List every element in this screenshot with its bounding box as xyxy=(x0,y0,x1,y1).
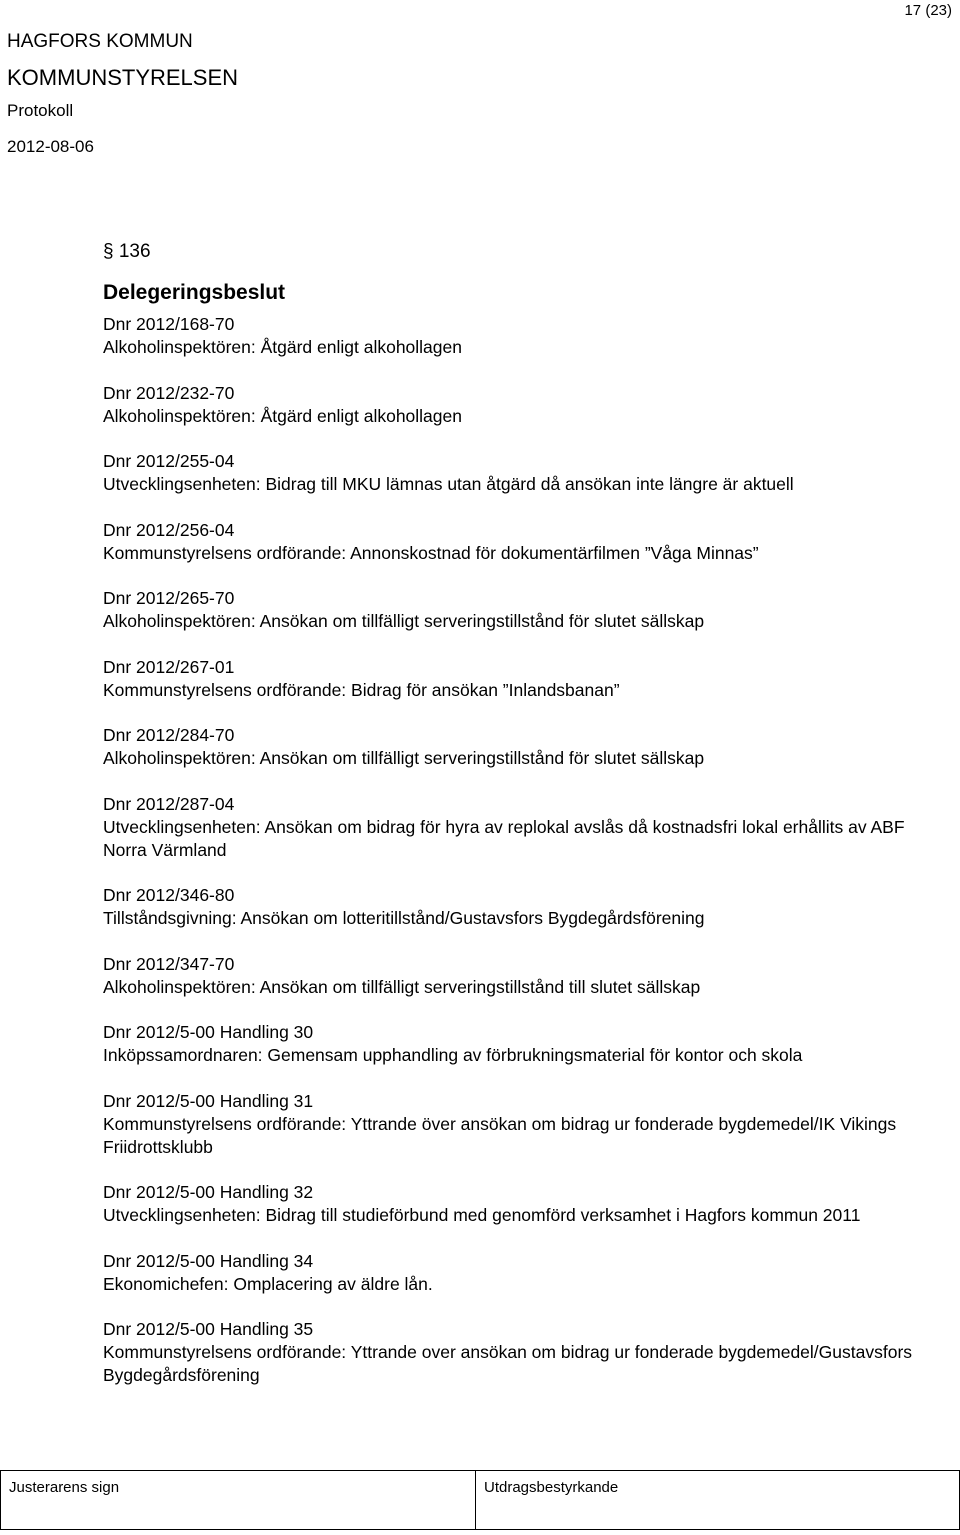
signature-label: Justerarens sign xyxy=(9,1479,120,1496)
list-item xyxy=(103,656,953,702)
entry-dnr: Dnr 2012/5-00 Handling 32 xyxy=(103,1182,314,1202)
entry-text: Ekonomichefen: Omplacering av äldre lån. xyxy=(103,1273,433,1294)
paragraph-number: § 136 xyxy=(103,241,151,262)
entry-text: Utvecklingsenheten: Ansökan om bidrag för hyra av replokal avslås då kostnadsfri lokal erhållits av ABF Norra Värmland xyxy=(103,816,905,860)
signature-box-justerare xyxy=(0,1470,476,1530)
entry-dnr: Dnr 2012/168-70 xyxy=(103,314,235,334)
decision-section xyxy=(103,240,953,1410)
list-item xyxy=(103,1021,953,1067)
list-item xyxy=(103,519,953,565)
page-number: 17 (23) xyxy=(904,2,952,19)
entry-dnr: Dnr 2012/346-80 xyxy=(103,885,235,905)
entry-text: Alkoholinspektören: Ansökan om tillfälligt serveringstillstånd för slutet sällskap xyxy=(103,748,705,768)
entry-text: Tillståndsgivning: Ansökan om lotteritillstånd/Gustavsfors Bygdegårdsförening xyxy=(103,908,705,928)
entry-text: Kommunstyrelsens ordförande: Yttrande över ansökan om bidrag ur fonderade bygdemedel/IK Vikings Friidrottsklubb xyxy=(103,1113,897,1157)
document-header xyxy=(7,28,238,158)
list-item xyxy=(103,1090,953,1159)
entry-dnr: Dnr 2012/255-04 xyxy=(103,451,235,471)
entry-dnr: Dnr 2012/5-00 Handling 31 xyxy=(103,1090,314,1111)
entry-text: Inköpssamordnaren: Gemensam upphandling av förbrukningsmaterial för kontor och skola xyxy=(103,1045,803,1065)
entry-text: Alkoholinspektören: Ansökan om tillfälligt serveringstillstånd till slutet sällskap xyxy=(103,976,701,997)
entry-dnr: Dnr 2012/5-00 Handling 34 xyxy=(103,1250,314,1271)
signature-footer xyxy=(0,1470,960,1535)
entry-text: Kommunstyrelsens ordförande: Annonskostnad för dokumentärfilmen ”Våga Minnas” xyxy=(103,542,759,563)
entry-text: Alkoholinspektören: Åtgärd enligt alkohollagen xyxy=(103,337,462,357)
list-item xyxy=(103,1250,953,1296)
entry-dnr: Dnr 2012/256-04 xyxy=(103,519,235,540)
list-item xyxy=(103,724,953,770)
list-item xyxy=(103,953,953,999)
entry-text: Kommunstyrelsens ordförande: Yttrande over ansökan om bidrag ur fonderade bygdemedel/Gustavsfors Bygdegårdsförening xyxy=(103,1342,913,1385)
list-item xyxy=(103,884,953,930)
signature-box-utdrag xyxy=(476,1470,960,1530)
signature-label: Utdragsbestyrkande xyxy=(484,1479,619,1496)
department-name: KOMMUNSTYRELSEN xyxy=(7,65,239,90)
entry-dnr: Dnr 2012/232-70 xyxy=(103,382,235,403)
entry-dnr: Dnr 2012/347-70 xyxy=(103,953,235,974)
list-item xyxy=(103,587,953,633)
section-title: Delegeringsbeslut xyxy=(103,281,286,304)
list-item xyxy=(103,313,953,359)
list-item xyxy=(103,382,953,428)
list-item xyxy=(103,1318,953,1387)
entry-text: Alkoholinspektören: Ansökan om tillfälligt serveringstillstånd för slutet sällskap xyxy=(103,611,705,631)
entry-dnr: Dnr 2012/265-70 xyxy=(103,588,235,608)
entry-dnr: Dnr 2012/284-70 xyxy=(103,725,235,745)
document-type: Protokoll xyxy=(7,101,74,120)
entry-text: Kommunstyrelsens ordförande: Bidrag för ansökan ”Inlandsbanan” xyxy=(103,679,620,700)
entry-text: Utvecklingsenheten: Bidrag till MKU lämnas utan åtgärd då ansökan inte längre är aktuell xyxy=(103,474,794,494)
entry-list xyxy=(103,313,953,1387)
list-item xyxy=(103,450,953,496)
document-date: 2012-08-06 xyxy=(7,137,94,156)
list-item xyxy=(103,1181,953,1227)
entry-dnr: Dnr 2012/267-01 xyxy=(103,656,235,677)
organization-name: HAGFORS KOMMUN xyxy=(7,31,193,52)
entry-text: Alkoholinspektören: Åtgärd enligt alkohollagen xyxy=(103,405,462,426)
entry-dnr: Dnr 2012/5-00 Handling 35 xyxy=(103,1319,314,1339)
entry-dnr: Dnr 2012/5-00 Handling 30 xyxy=(103,1022,314,1042)
list-item xyxy=(103,793,953,862)
entry-text: Utvecklingsenheten: Bidrag till studieförbund med genomförd verksamhet i Hagfors kommun 2011 xyxy=(103,1205,861,1225)
entry-dnr: Dnr 2012/287-04 xyxy=(103,793,235,814)
